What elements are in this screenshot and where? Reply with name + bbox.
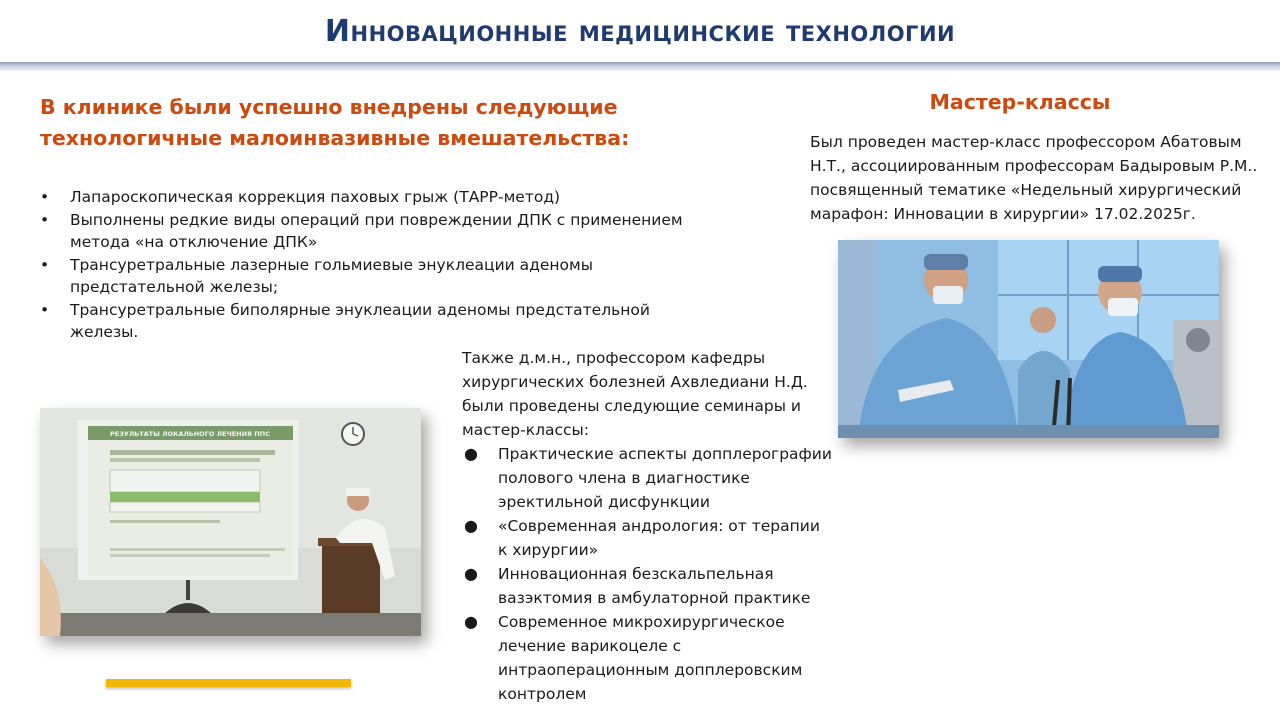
- title-divider: [0, 62, 1280, 71]
- list-item-text: «Современная андрология: от терапии к хирургии»: [498, 517, 820, 559]
- list-item: [462, 514, 834, 562]
- surgery-photo: [838, 240, 1219, 438]
- list-item: [462, 610, 834, 706]
- list-item-text: Выполнены редкие виды операций при повреждении ДПК с применением метода «на отключение ДПК»: [70, 211, 683, 251]
- bullet-icon: •: [40, 301, 50, 319]
- list-item-text: Современное микрохирургическое лечение варикоцеле с интраоперационным допплеровским контролем: [498, 613, 803, 703]
- list-item-text: Практические аспекты допплерографии полового члена в диагностике эректильной дисфункции: [498, 445, 832, 511]
- list-item-text: Инновационная безскальпельная вазэктомия в амбулаторной практике: [498, 565, 811, 607]
- masterclass-heading: Мастер-классы: [929, 90, 1111, 114]
- seminar-photo: [40, 408, 421, 636]
- list-item: [462, 442, 834, 514]
- list-item: [40, 209, 700, 253]
- bullet-icon: ●: [464, 612, 478, 631]
- left-section-heading: В клинике были успешно внедрены следующие технологичные малоинвазивные вмешательства:: [40, 95, 630, 150]
- seminars-intro: Также д.м.н., профессором кафедры хирургических болезней Ахвледиани Н.Д. были проведены следующие семинары и мастер-классы:: [462, 349, 808, 439]
- list-item: [40, 254, 700, 298]
- list-item-text: Трансуретральные лазерные гольмиевые энуклеации аденомы предстательной железы;: [70, 256, 593, 296]
- left-bullet-list: [40, 186, 700, 344]
- bullet-icon: •: [40, 211, 50, 229]
- list-item: [40, 299, 700, 343]
- list-item: [40, 186, 700, 208]
- list-item-text: Лапароскопическая коррекция паховых грыж (ТАРР-метод): [70, 188, 561, 206]
- screen-title: РЕЗУЛЬТАТЫ ЛОКАЛЬНОГО ЛЕЧЕНИЯ ППС: [110, 430, 270, 438]
- bullet-icon: •: [40, 256, 50, 274]
- bullet-icon: ●: [464, 516, 478, 535]
- list-item: [462, 562, 834, 610]
- bullet-icon: ●: [464, 444, 478, 463]
- bullet-icon: •: [40, 188, 50, 206]
- bullet-icon: ●: [464, 564, 478, 583]
- surgery-photo-illustration: [838, 240, 1219, 438]
- seminar-photo-illustration: [40, 408, 421, 636]
- slide-title: Инновационные медицинские технологии: [324, 14, 956, 49]
- list-item-text: Трансуретральные биполярные энуклеации аденомы предстательной железы.: [70, 301, 650, 341]
- accent-divider: [106, 679, 351, 687]
- masterclass-description: Был проведен мастер-класс профессором Абатовым Н.Т., ассоциированным профессорам Бадыровым Р.М.. посвященный тематике «Недельный хирургический марафон: Инновации в хирургии» 17.02.2025г.: [810, 133, 1258, 223]
- seminars-list: [462, 442, 834, 706]
